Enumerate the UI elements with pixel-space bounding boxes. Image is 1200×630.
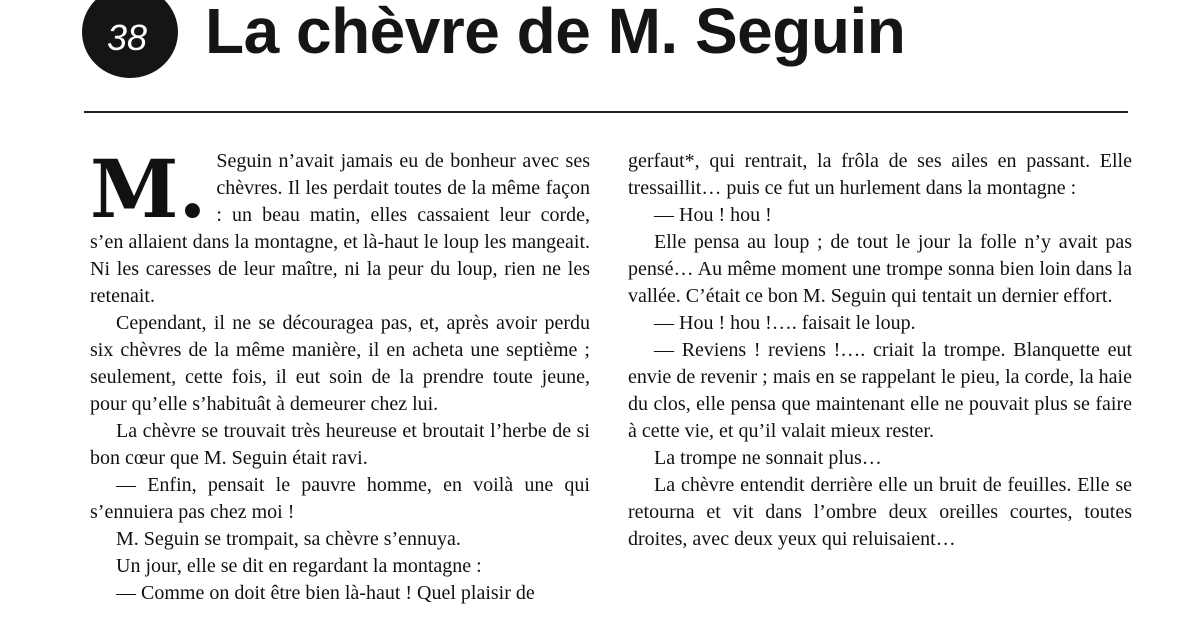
- paragraph: [90, 142, 590, 310]
- paragraph: Un jour, elle se dit en regardant la montagne :: [116, 555, 482, 577]
- paragraph: gerfaut*, qui rentrait, la frôla de ses ailes en passant. Elle tressaillit… puis ce fut un hurlement dans la montagne :: [628, 150, 1132, 199]
- paragraph: Elle pensa au loup ; de tout le jour la folle n’y avait pas pensé… Au même moment une trompe sonna bien loin dans la vallée. C’était ce bon M. Seguin qui tentait un dernier effort.: [628, 231, 1132, 307]
- paragraph: — Reviens ! reviens !…. criait la trompe. Blanquette eut envie de revenir ; mais en se rappelant le pieu, la corde, la haie du clos, elle pensa que maintenant elle ne pouvait plus se faire à cette vie, et qu’il valait mieux rester.: [628, 339, 1132, 442]
- paragraph: La chèvre se trouvait très heureuse et broutait l’herbe de si bon cœur que M. Seguin était ravi.: [90, 420, 590, 469]
- page-title: La chèvre de M. Seguin: [205, 0, 906, 67]
- right-text-column: [628, 148, 1132, 553]
- paragraph: — Hou ! hou !…. faisait le loup.: [654, 312, 916, 334]
- paragraph: M. Seguin se trompait, sa chèvre s’ennuya.: [116, 528, 461, 550]
- left-text-column: [90, 142, 590, 607]
- paragraph: La trompe ne sonnait plus…: [654, 447, 882, 469]
- paragraph: La chèvre entendit derrière elle un bruit de feuilles. Elle se retourna et vit dans l’ombre deux oreilles courtes, toutes droites, avec deux yeux qui reluisaient…: [628, 474, 1132, 550]
- paragraph: — Hou ! hou !: [654, 204, 772, 226]
- drop-cap: M.: [90, 142, 207, 236]
- chapter-number: 38: [106, 17, 148, 58]
- chapter-number-badge: [82, 0, 178, 78]
- paragraph: — Enfin, pensait le pauvre homme, en voilà une qui s’ennuiera pas chez moi !: [90, 474, 590, 523]
- title-divider: [84, 111, 1128, 113]
- paragraph: — Comme on doit être bien là-haut ! Quel plaisir de: [116, 582, 535, 604]
- paragraph: Cependant, il ne se découragea pas, et, après avoir perdu six chèvres de la même manière, il en acheta une septième ; seulement, cette fois, il eut soin de la prendre toute jeune, pour qu’elle s’habituât à demeurer chez lui.: [90, 312, 590, 415]
- paragraph-text: Seguin n’avait jamais eu de bonheur avec ses chèvres. Il les perdait toutes de la même façon : un beau matin, elles cassaient leur corde, s’en allaient dans la montagne, et là-haut le loup les mangeait. Ni les caresses de leur maître, ni la peur du loup, rien ne les retenait.: [90, 150, 590, 307]
